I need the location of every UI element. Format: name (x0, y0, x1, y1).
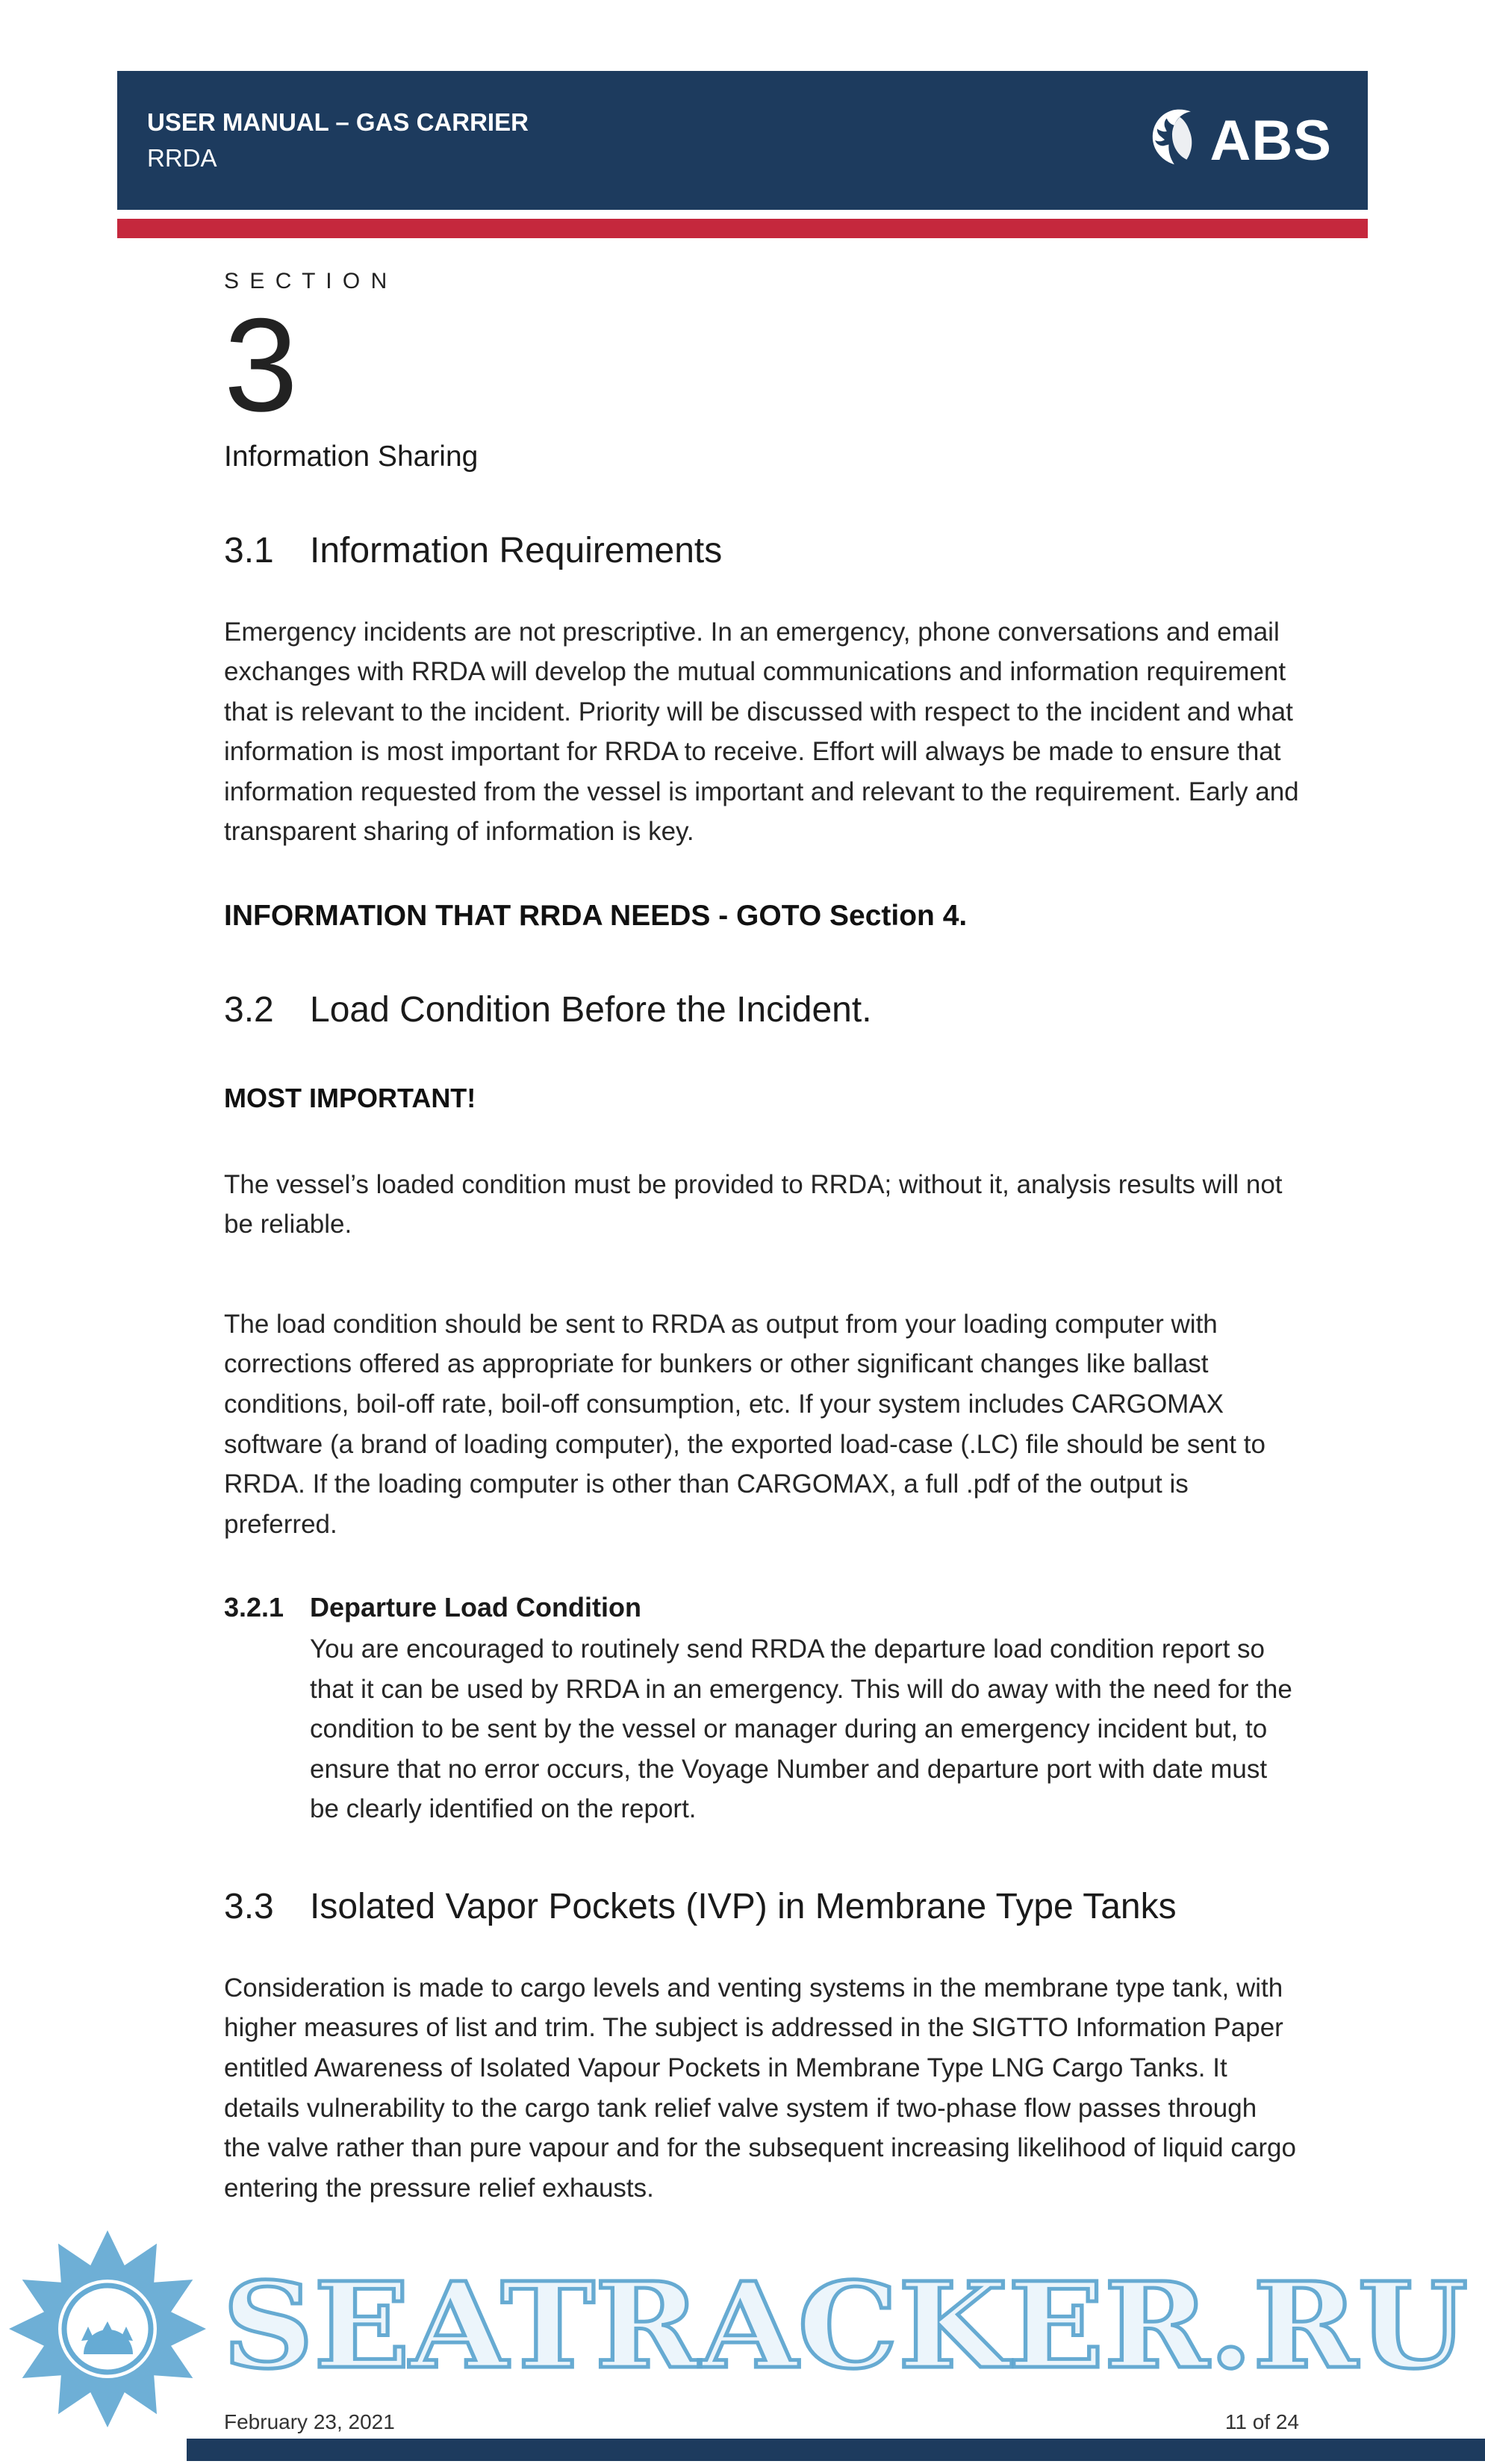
heading-3-3-title: Isolated Vapor Pockets (IVP) in Membrane Type Tanks (310, 1886, 1177, 1926)
document-header (117, 71, 1368, 210)
heading-3-3-number: 3.3 (224, 1886, 274, 1926)
heading-3-1-title: Information Requirements (310, 530, 723, 570)
page-footer (224, 2410, 1299, 2434)
page-content (224, 269, 1299, 2208)
manual-subtitle: RRDA (147, 144, 217, 172)
watermark-text: SEATRACKER.RU (222, 2257, 1468, 2395)
paragraph-3-2-a: The vessel’s loaded condition must be provided to RRDA; without it, analysis results will not be reliable. (224, 1169, 1283, 1239)
heading-3-1 (224, 530, 1299, 571)
heading-3-2-1 (224, 1592, 1299, 1623)
section-title: Information Sharing (224, 440, 479, 473)
section-eyebrow: S E C T I O N (224, 269, 390, 293)
heading-3-2-1-number: 3.2.1 (224, 1592, 284, 1623)
sun-icon (6, 2227, 209, 2430)
heading-3-2 (224, 989, 1299, 1030)
heading-3-1-number: 3.1 (224, 530, 274, 570)
section-number: 3 (224, 290, 298, 439)
footer-date: February 23, 2021 (224, 2410, 395, 2433)
paragraph-3-2-b: The load condition should be sent to RRDA as output from your loading computer with corrections offered as appropriate for bunkers or other significant changes like ballast conditions, boil-off rate, boil-off consumption, etc. If your system includes CARGOMAX software (a brand of loading computer), the exported load-case (.LC) file should be sent to RRDA. If the loading computer is other than CARGOMAX, a full .pdf of the output is preferred. (224, 1309, 1265, 1539)
manual-title: USER MANUAL – GAS CARRIER (147, 108, 529, 137)
callout-goto-section-4: INFORMATION THAT RRDA NEEDS - GOTO Section 4. (224, 899, 968, 932)
heading-3-2-title: Load Condition Before the Incident. (310, 989, 872, 1030)
paragraph-3-3: Consideration is made to cargo levels and venting systems in the membrane type tank, with higher measures of list and trim. The subject is addressed in the SIGTTO Information Paper entitled Awareness of Isolated Vapour Pockets in Membrane Type LNG Cargo Tanks. It details vulnerability to the cargo tank relief valve system if two-phase flow passes through the valve rather than pure vapour and for the subsequent increasing likelihood of liquid cargo entering the pressure relief exhausts. (224, 1973, 1296, 2203)
paragraph-3-1: Emergency incidents are not prescriptive. In an emergency, phone conversations and email exchanges with RRDA will develop the mutual communications and information requirement that is relevant to the incident. Priority will be discussed with respect to the incident and what information is most important for RRDA to receive. Effort will always be made to ensure that information requested from the vessel is important and relevant to the requirement. Early and transparent sharing of information is key. (224, 617, 1299, 847)
abs-logo (1139, 106, 1332, 175)
footer-page-number: 11 of 24 (1224, 2410, 1299, 2433)
paragraph-3-2-1: You are encouraged to routinely send RRDA the departure load condition report so that it can be used by RRDA in an emergency. This will do away with the need for the condition to be sent by the vessel or manager during an emergency incident but, to ensure that no error occurs, the Voyage Number and departure port with date must be clearly identified on the report. (310, 1634, 1292, 1824)
document-title-block (147, 105, 529, 176)
abs-eagle-icon (1139, 106, 1207, 175)
heading-3-2-number: 3.2 (224, 989, 274, 1030)
heading-3-2-1-title: Departure Load Condition (310, 1592, 641, 1623)
footer-bar (187, 2439, 1485, 2461)
header-red-stripe (117, 219, 1368, 238)
most-important-label: MOST IMPORTANT! (224, 1082, 476, 1113)
abs-logo-text: ABS (1210, 108, 1332, 172)
heading-3-3 (224, 1886, 1299, 1927)
